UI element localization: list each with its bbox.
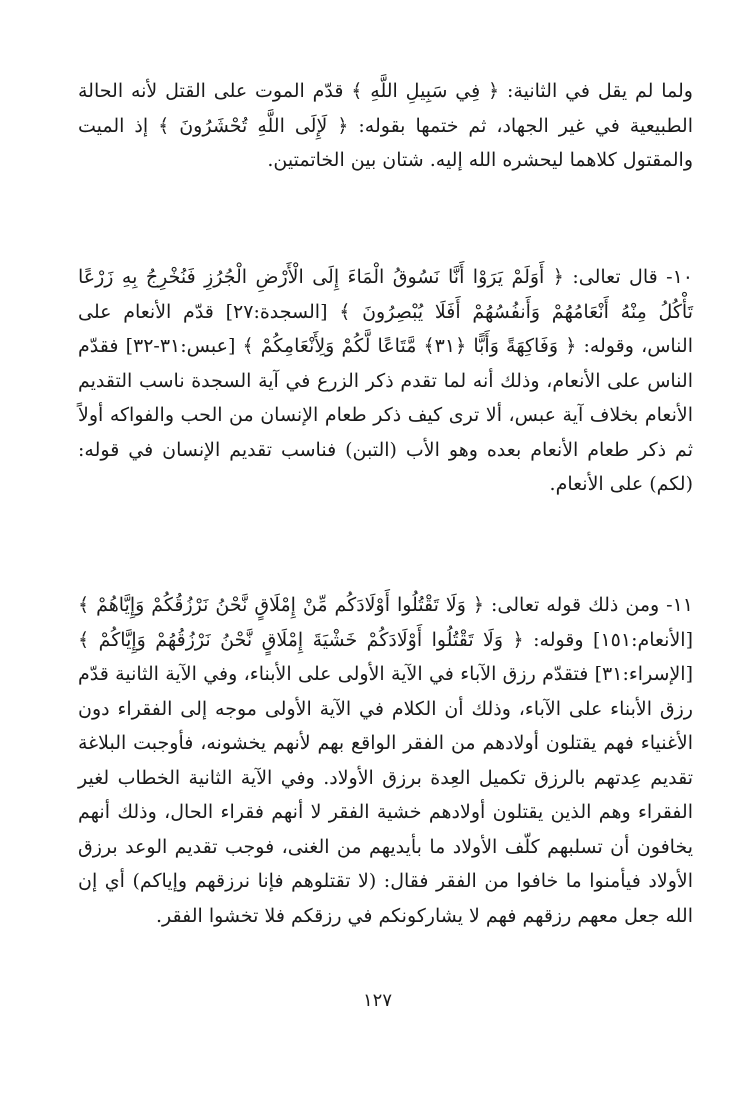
paragraph-3: ١١- ومن ذلك قوله تعالى: ﴿ وَلَا تَقْتُلُوا أَوْلَادَكُم مِّنْ إِمْلَاقٍ نَّحْنُ نَرْزُقُكُمْ وَإِيَّاهُمْ ﴾ [الأنعام:١٥١] وقوله: ﴿ وَلَا تَقْتُلُوا أَوْلَادَكُمْ خَشْيَةَ إِمْلَاقٍ نَّحْنُ نَرْزُقُهُمْ وَإِيَّاكُمْ ﴾ [الإسراء:٣١] فتقدّم رزق الآباء في الآية الأولى على الأبناء، وفي الآية الثانية قدّم رزق الأبناء على الآباء، وذلك أن الكلام في الآية الأولى موجه إلى الفقراء دون الأغنياء فهم يقتلون أولادهم من الفقر الواقع بهم لأنهم يخشونه، فأوجبت البلاغة تقديم عِدتهم بالرزق تكميل العِدة برزق الأولاد. وفي الآية الثانية الخطاب لغير الفقراء وهم الذين يقتلون أولادهم خشية الفقر لا أنهم فقراء الحال، وذلك أنهم يخافون أن تسلبهم كلّف الأولاد ما بأيديهم من الغنى، فوجب تقديم الوعد برزق الأولاد فيأمنوا ما خافوا من الفقر فقال: (لا تقتلوهم فإنا نرزقهم وإياكم) أي إن الله جعل معهم رزقهم فهم لا يشاركونكم في رزقكم فلا تخشوا الفقر. [78, 594, 694, 927]
paragraph-2: ١٠- قال تعالى: ﴿ أَوَلَمْ يَرَوْا أَنَّا نَسُوقُ الْمَاءَ إِلَى الْأَرْضِ الْجُرُزِ فَنُخْرِجُ بِهِ زَرْعًا تَأْكُلُ مِنْهُ أَنْعَامُهُمْ وَأَنفُسُهُمْ أَفَلَا يُبْصِرُونَ ﴾ [السجدة:٢٧] قدّم الأنعام على الناس، وقوله: ﴿ وَفَاكِهَةً وَأَبًّا ﴿٣١﴾ مَّتَاعًا لَّكُمْ وَلِأَنْعَامِكُمْ ﴾ [عبس:٣١-٣٢] فقدّم الناس على الأنعام، وذلك أنه لما تقدم ذكر الزرع في آية السجدة ناسب التقديم الأنعام بخلاف آية عبس، ألا ترى كيف ذكر طعام الإنسان من الحب والفواكه أولاً ثم ذكر طعام الأنعام بعده وهو الأب (التبن) فناسب تقديم الإنسان في قوله: (لكم) على الأنعام. [78, 266, 693, 495]
page-number: ١٢٧ [362, 990, 392, 1011]
paragraph-1: ولما لم يقل في الثانية: ﴿ فِي سَبِيلِ اللَّهِ ﴾ قدّم الموت على القتل لأنه الحالة الطبيعية في غير الجهاد، ثم ختمها بقوله: ﴿ لَإِلَى اللَّهِ تُحْشَرُونَ ﴾ إذ الميت والمقتول كلاهما ليحشره الله إليه. شتان بين الخاتمتين. [78, 80, 693, 171]
